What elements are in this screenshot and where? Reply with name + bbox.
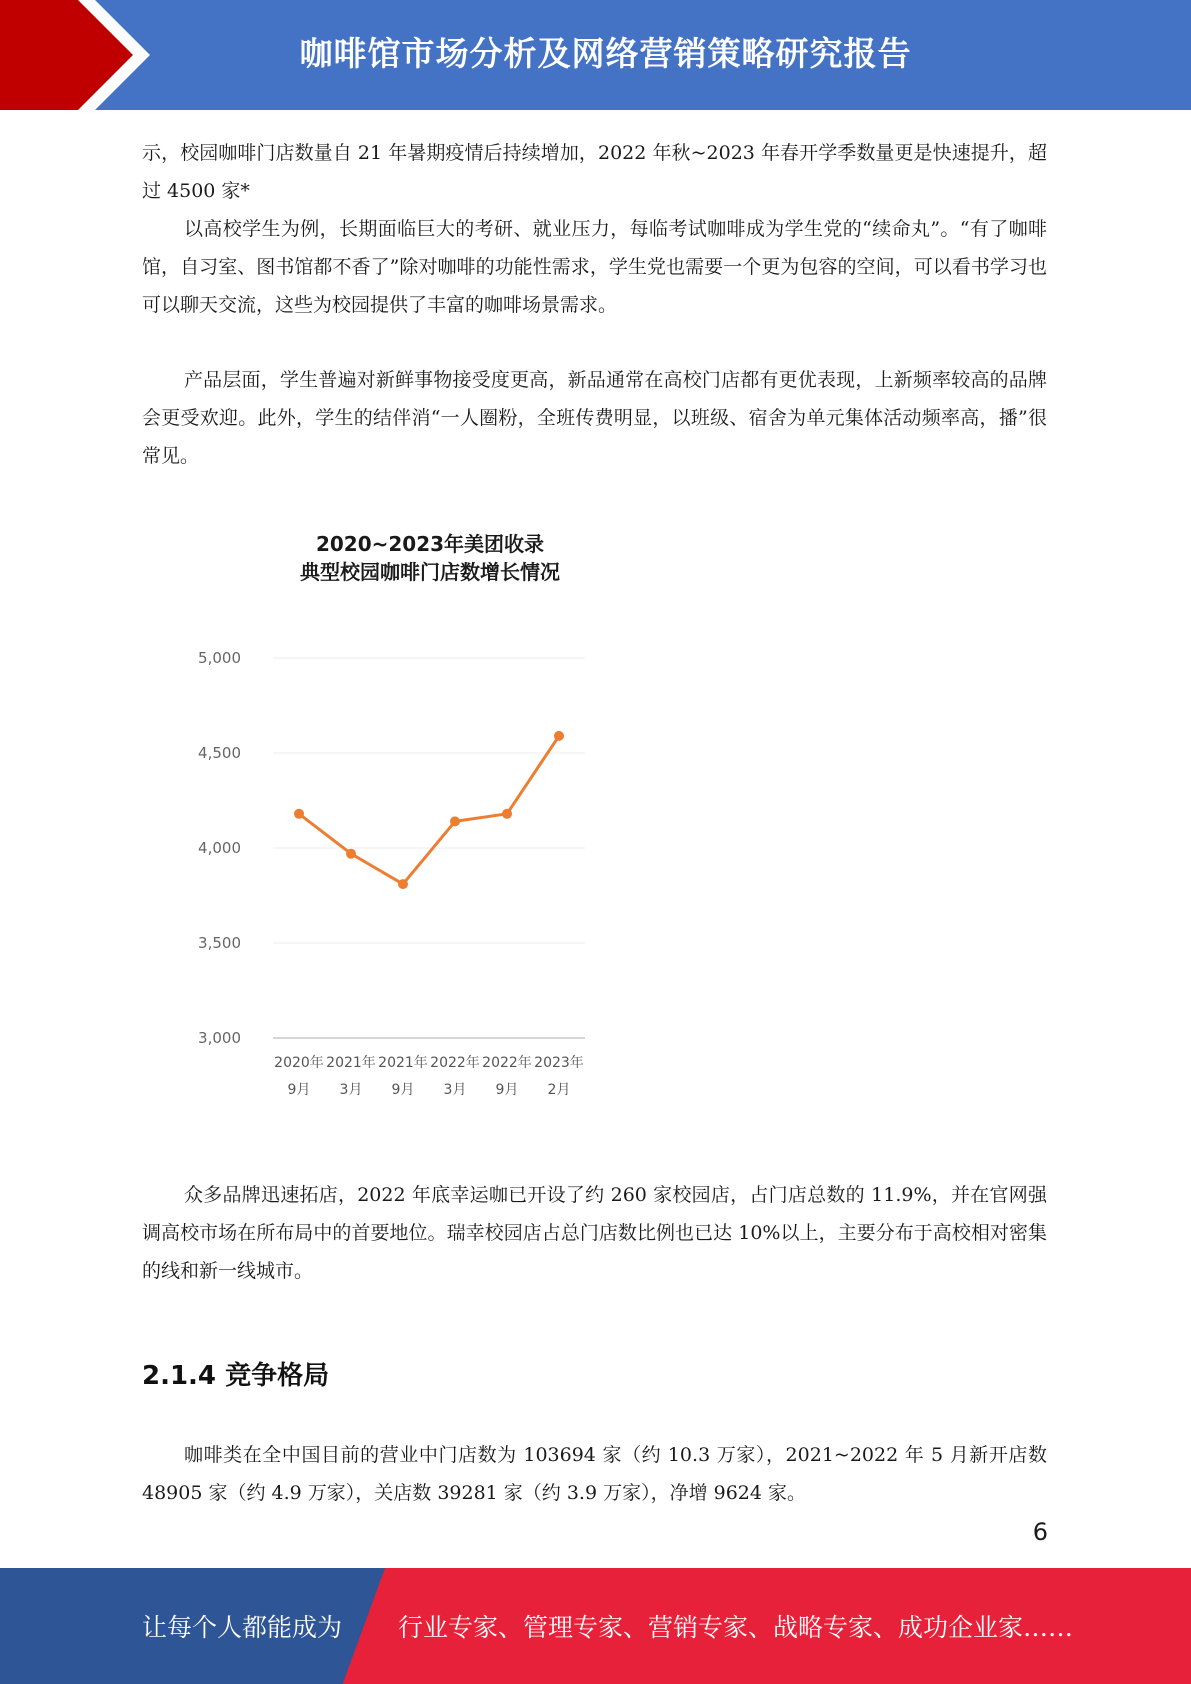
x-tick-label-month: 9月 <box>495 1082 519 1098</box>
y-tick-label: 4,500 <box>198 744 241 762</box>
data-point <box>554 731 564 741</box>
y-tick-label: 4,000 <box>198 839 241 857</box>
chart-title-line-1: 2020~2023年美团收录 <box>315 532 545 556</box>
chart-title-line-2: 典型校园咖啡门店数增长情况 <box>300 560 560 584</box>
data-point <box>346 849 356 859</box>
report-title: 咖啡馆市场分析及网络营销策略研究报告 <box>299 34 912 73</box>
campus-store-line-chart <box>190 520 610 1110</box>
y-tick-label: 3,000 <box>198 1029 241 1047</box>
data-point <box>398 879 408 889</box>
paragraph-student-demand: 以高校学生为例，长期面临巨大的考研、就业压力，每临考试咖啡成为学生党的“续命丸”。“有了咖啡馆，自习室、图书馆都不香了”除对咖啡的功能性需求，学生党也需要一个更为包容的空间，可以看书学习也可以聊天交流，这些为校园提供了丰富的咖啡场景需求。 <box>142 218 1047 316</box>
x-tick-label-year: 2023年 <box>534 1055 584 1071</box>
footer-slogan-right: 行业专家、管理专家、营销专家、战略专家、成功企业家…… <box>398 1613 1074 1642</box>
x-tick-label-month: 9月 <box>391 1082 415 1098</box>
section-heading: 2.1.4 竞争格局 <box>142 1361 330 1391</box>
x-tick-label-month: 3月 <box>443 1082 467 1098</box>
page-number: 6 <box>1032 1518 1048 1546</box>
x-tick-label-month: 9月 <box>287 1082 311 1098</box>
footer-slogan-left: 让每个人都能成为 <box>142 1613 343 1642</box>
x-tick-label-year: 2022年 <box>430 1055 480 1071</box>
page-footer <box>0 1568 1191 1684</box>
page-header <box>0 0 1191 110</box>
y-tick-label: 3,500 <box>198 934 241 952</box>
chart-canvas <box>190 520 610 1110</box>
x-tick-label-month: 2月 <box>547 1082 571 1098</box>
paragraph-coffee-store-count: 咖啡类在全中国目前的营业中门店数为 103694 家（约 10.3 万家），2021~2022 年 5 月新开店数 48905 家（约 4.9 万家），关店数 39281 家（约 3.9 万家），净增 9624 家。 <box>142 1444 1047 1504</box>
series-line <box>299 736 559 884</box>
paragraph-brand-expansion: 众多品牌迅速拓店，2022 年底幸运咖已开设了约 260 家校园店，占门店总数的 11.9%，并在官网强调高校市场在所布局中的首要地位。瑞幸校园店占总门店数比例也已达 10%以上，主要分布于高校相对密集的线和新一线城市。 <box>142 1184 1047 1282</box>
x-tick-label-year: 2021年 <box>326 1055 376 1071</box>
data-point <box>502 809 512 819</box>
x-tick-label-year: 2021年 <box>378 1055 428 1071</box>
x-tick-label-month: 3月 <box>339 1082 363 1098</box>
x-tick-label-year: 2022年 <box>482 1055 532 1071</box>
data-point <box>294 809 304 819</box>
y-tick-label: 5,000 <box>198 649 241 667</box>
paragraph-product-level: 产品层面，学生普遍对新鲜事物接受度更高，新品通常在高校门店都有更优表现，上新频率较高的品牌会更受欢迎。此外，学生的结伴消“一人圈粉，全班传费明显，以班级、宿舍为单元集体活动频率高，播”很常见。 <box>142 369 1047 467</box>
data-point <box>450 816 460 826</box>
x-tick-label-year: 2020年 <box>274 1055 324 1071</box>
paragraph-campus-store-growth: 示，校园咖啡门店数量自 21 年暑期疫情后持续增加，2022 年秋~2023 年春开学季数量更是快速提升，超过 4500 家* <box>142 142 1047 202</box>
